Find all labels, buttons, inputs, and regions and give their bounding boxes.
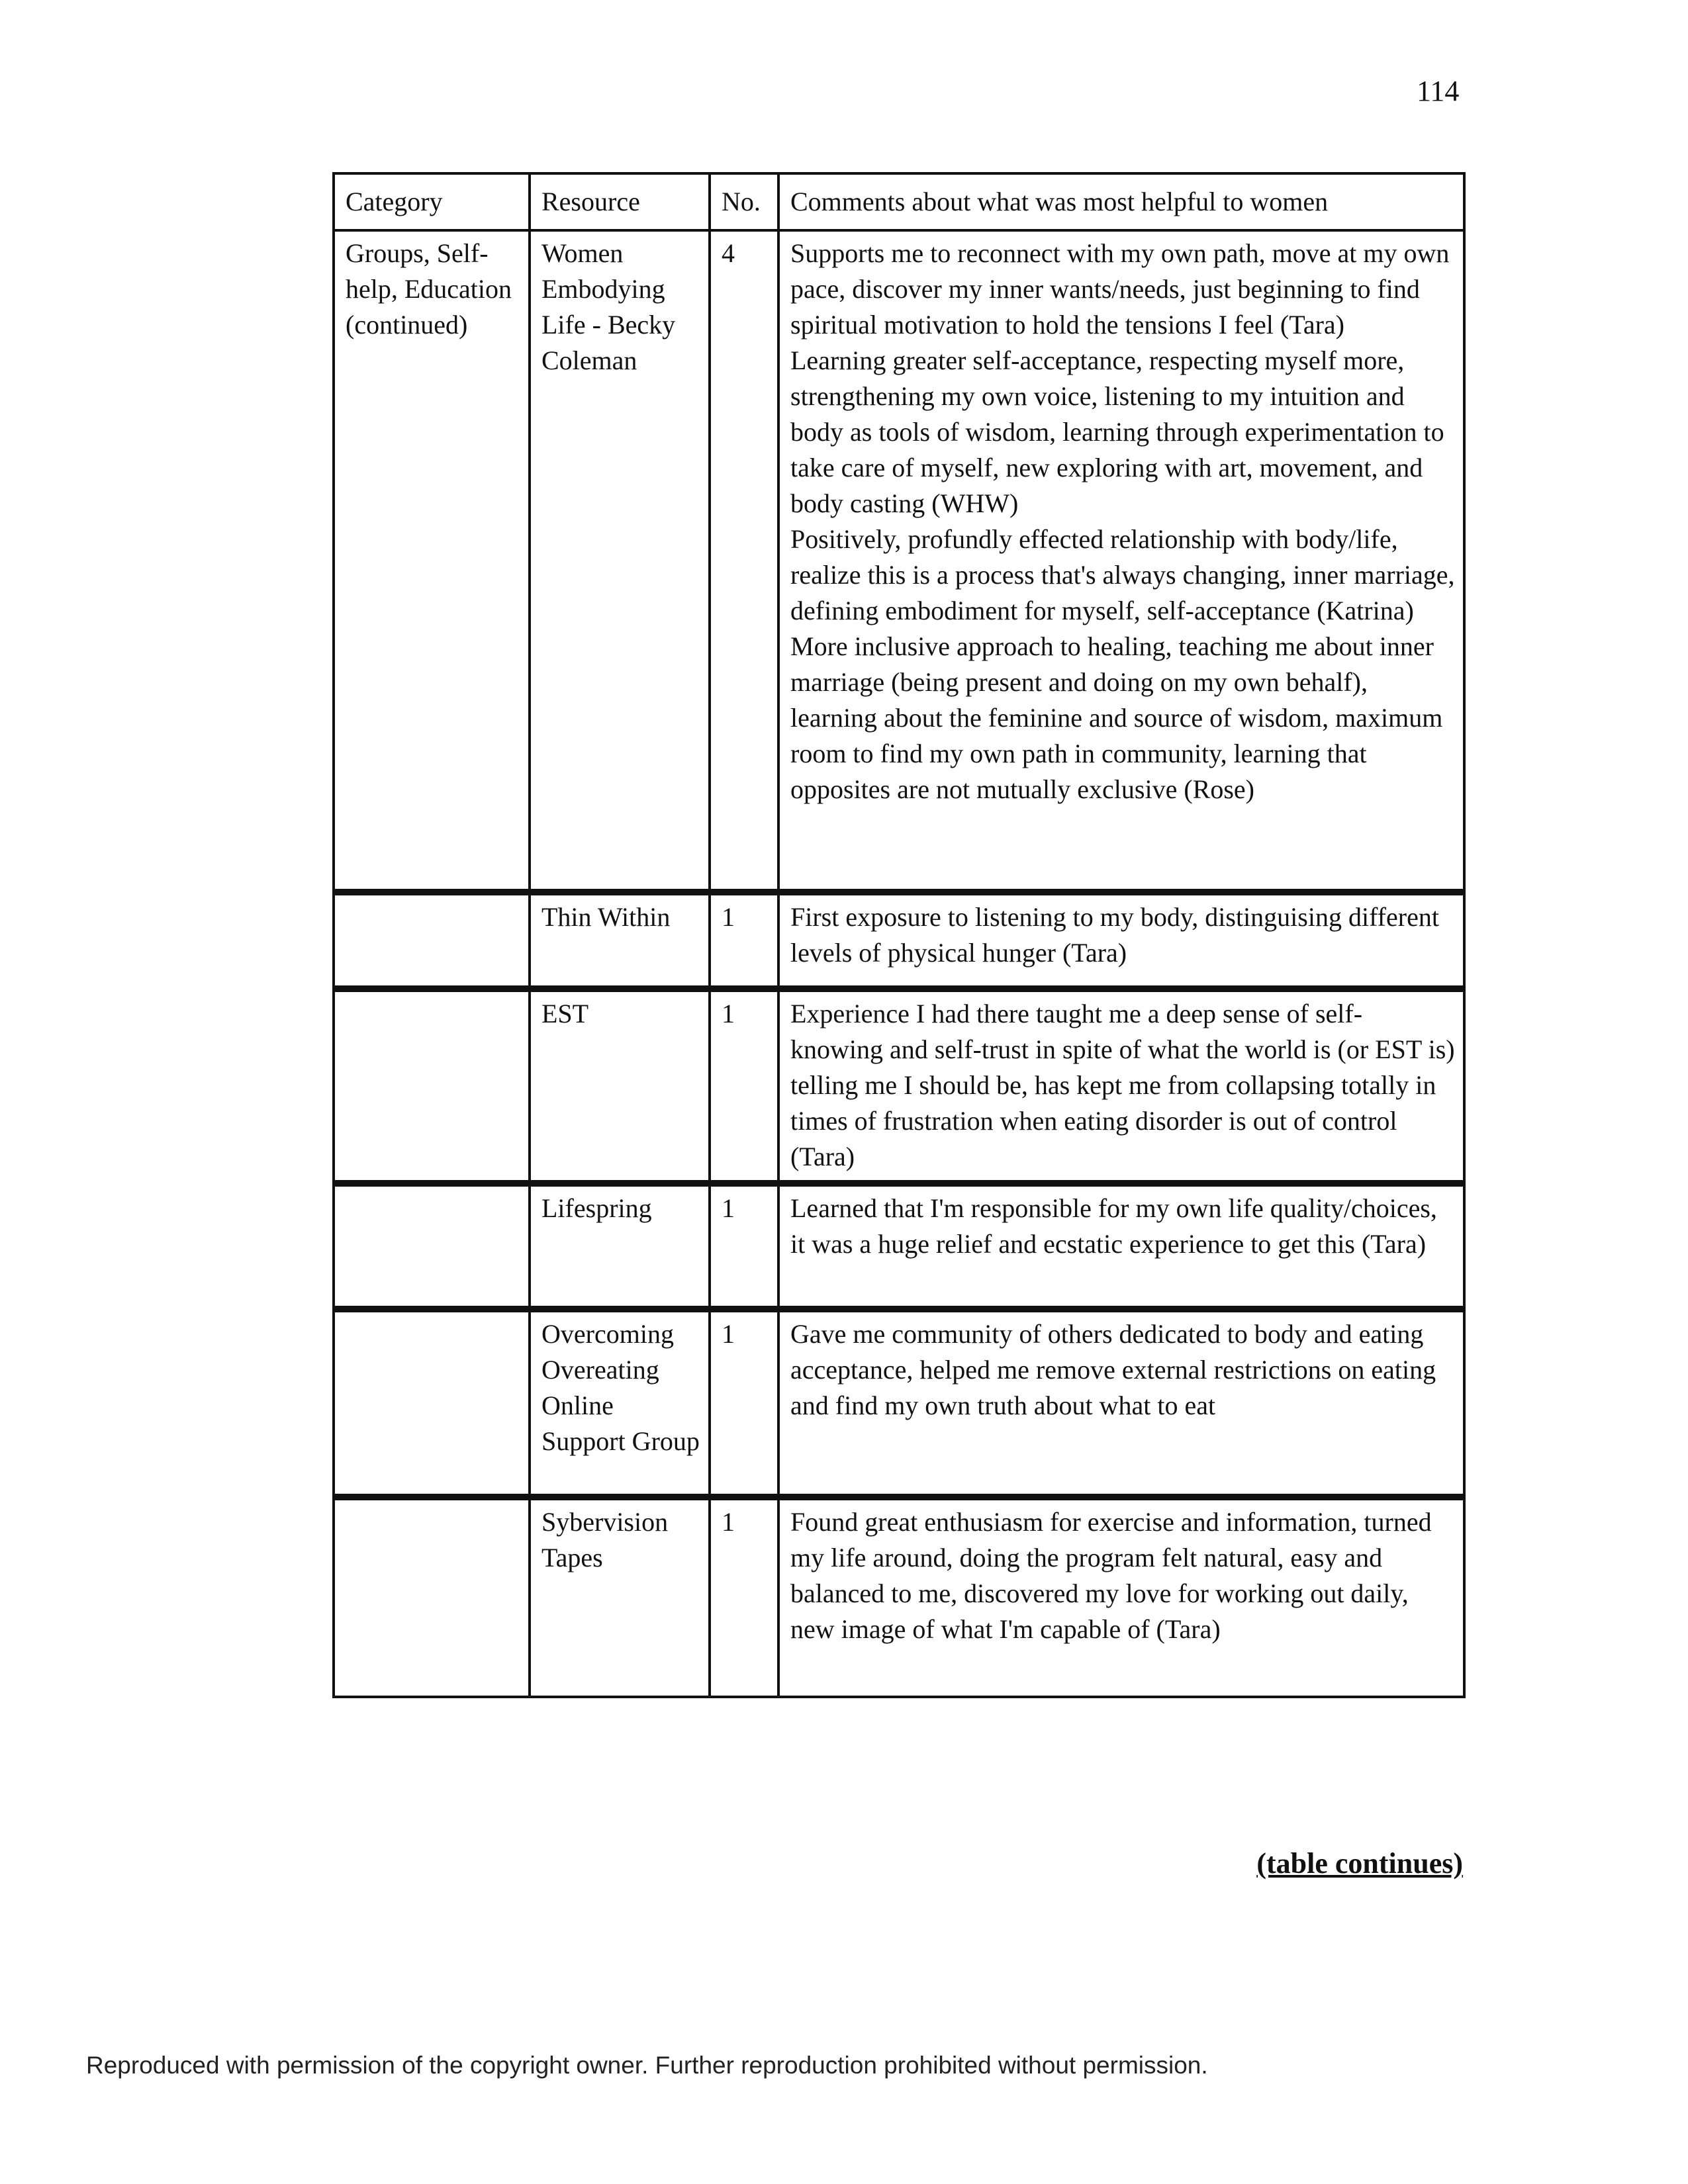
- comment-text: Learning greater self-acceptance, respecting myself more, strengthening my own voice, listening to my intuition and body as tools of wisdom, learning through experimentation to take care of myself, new exploring with art, movement, and body casting (WHW): [790, 345, 1444, 518]
- comments-cell: [778, 1183, 1464, 1309]
- category-cell: [334, 1497, 530, 1697]
- page-number: 114: [1417, 75, 1460, 107]
- resource-cell: Overcoming Overeating Online Support Group: [530, 1309, 710, 1497]
- comments-cell: [778, 1309, 1464, 1497]
- copyright-footer: Reproduced with permission of the copyright owner. Further reproduction prohibited without permission.: [86, 2052, 1208, 2079]
- comment-text: Supports me to reconnect with my own path, move at my own pace, discover my inner wants/needs, just beginning to find spiritual motivation to hold the tensions I feel (Tara): [790, 238, 1450, 340]
- count-cell: 4: [710, 230, 778, 892]
- comments-cell: [778, 230, 1464, 892]
- category-cell: [334, 989, 530, 1183]
- count-cell: 1: [710, 989, 778, 1183]
- count-cell: 1: [710, 1309, 778, 1497]
- resource-cell: Lifespring: [530, 1183, 710, 1309]
- resource-cell: EST: [530, 989, 710, 1183]
- count-cell: 1: [710, 892, 778, 989]
- comments-cell: [778, 892, 1464, 989]
- comment-text: Found great enthusiasm for exercise and information, turned my life around, doing the program felt natural, easy and balanced to me, discovered my love for working out daily, new image of what I'm capable of (Tara): [790, 1507, 1432, 1644]
- resources-table: [332, 172, 1466, 1698]
- comments-cell: [778, 989, 1464, 1183]
- resource-cell: Sybervision Tapes: [530, 1497, 710, 1697]
- count-cell: 1: [710, 1183, 778, 1309]
- resource-cell: Women Embodying Life - Becky Coleman: [530, 230, 710, 892]
- table-row: [334, 230, 1464, 892]
- header-category: Category: [334, 173, 530, 230]
- table-continues-note: (table continues): [1256, 1847, 1463, 1880]
- count-cell: 1: [710, 1497, 778, 1697]
- comment-text: Learned that I'm responsible for my own life quality/choices, it was a huge relief and ecstatic experience to get this (Tara): [790, 1193, 1437, 1259]
- comment-text: Gave me community of others dedicated to body and eating acceptance, helped me remove external restrictions on eating and find my own truth about what to eat: [790, 1319, 1436, 1420]
- category-cell: [334, 892, 530, 989]
- category-cell: [334, 1309, 530, 1497]
- header-number: No.: [710, 173, 778, 230]
- comment-text: Positively, profundly effected relationship with body/life, realize this is a process that's always changing, inner marriage, defining embodiment for myself, self-acceptance (Katrina): [790, 524, 1455, 625]
- resource-cell: Thin Within: [530, 892, 710, 989]
- comment-text: First exposure to listening to my body, distinguising different levels of physical hunger (Tara): [790, 902, 1439, 968]
- header-comments: Comments about what was most helpful to women: [778, 173, 1464, 230]
- category-cell: Groups, Self-help, Education (continued): [334, 230, 530, 892]
- comments-cell: [778, 1497, 1464, 1697]
- category-cell: [334, 1183, 530, 1309]
- table-row: [334, 989, 1464, 1183]
- table-row: [334, 1183, 1464, 1309]
- comment-text: Experience I had there taught me a deep sense of self-knowing and self-trust in spite of what the world is (or EST is) telling me I should be, has kept me from collapsing totally in times of frustration when eating disorder is out of control (Tara): [790, 999, 1455, 1171]
- table-row: [334, 892, 1464, 989]
- table-row: [334, 1309, 1464, 1497]
- header-resource: Resource: [530, 173, 710, 230]
- table-row: [334, 1497, 1464, 1697]
- comment-text: More inclusive approach to healing, teaching me about inner marriage (being present and doing on my own behalf), learning about the feminine and source of wisdom, maximum room to find my own path in community, learning that opposites are not mutually exclusive (Rose): [790, 631, 1443, 804]
- table-header-row: [334, 173, 1464, 230]
